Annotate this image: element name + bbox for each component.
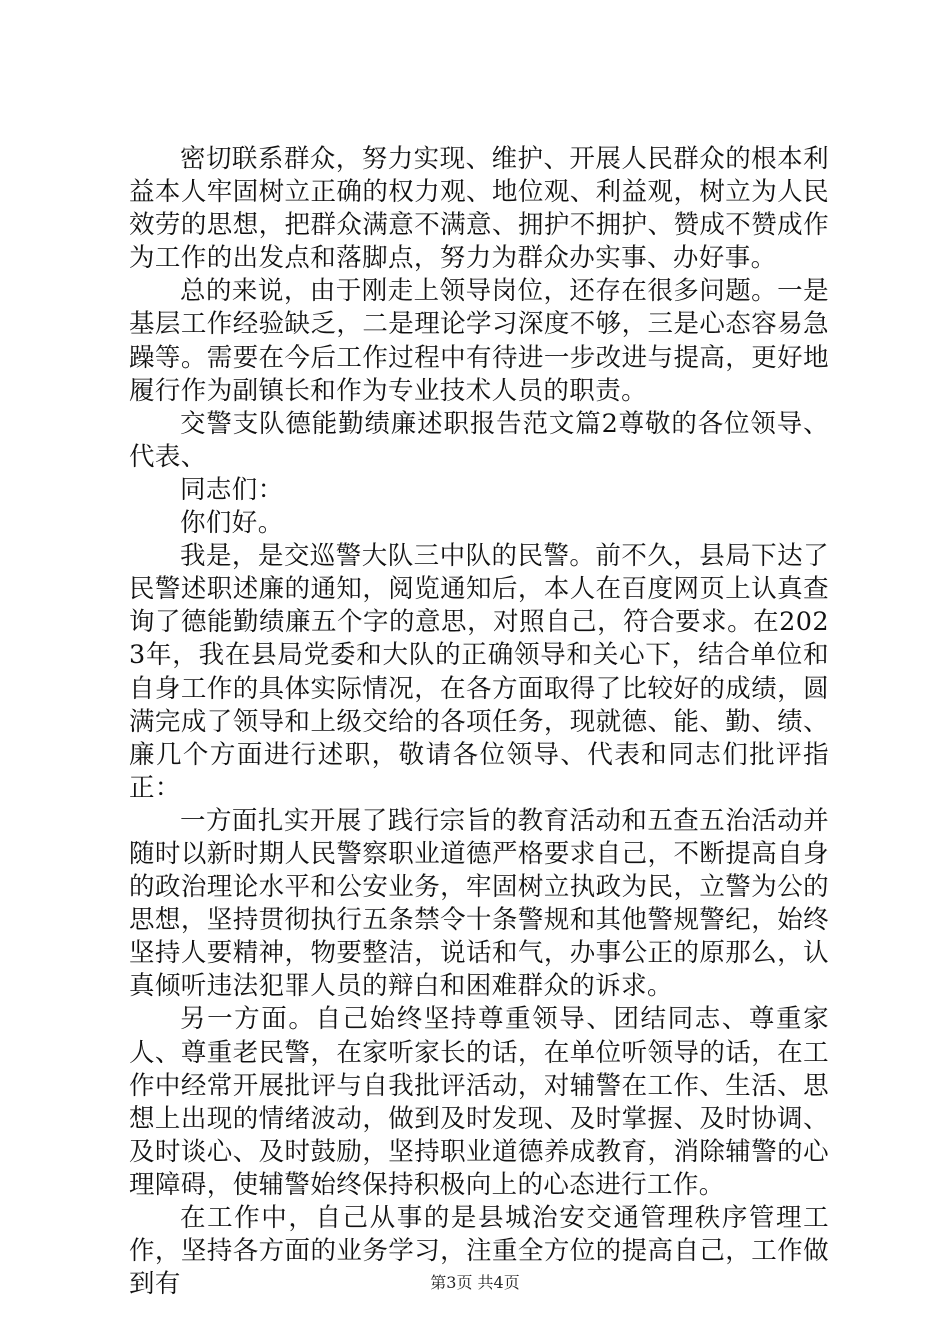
document-body	[129, 143, 829, 1301]
paragraph-8: 另一方面。自己始终坚持尊重领导、团结同志、尊重家人、尊重老民警，在家听家长的话，在单位听领导的话，在工作中经常开展批评与自我批评活动，对辅警在工作、生活、思想上出现的情绪波动，做到及时发现、及时掌握、及时协调、及时谈心、及时鼓励，坚持职业道德养成教育，消除辅警的心理障碍，使辅警始终保持积极向上的心态进行工作。	[129, 1004, 829, 1200]
paragraph-4: 同志们：	[180, 474, 284, 505]
paragraph-1: 密切联系群众，努力实现、维护、开展人民群众的根本利益本人牢固树立正确的权力观、地位观、利益观，树立为人民效劳的思想，把群众满意不满意、拥护不拥护、赞成不赞成作为工作的出发点和落脚点，努力为群众办实事、办好事。	[129, 144, 829, 274]
page-footer: 第3页 共4页	[430, 1273, 520, 1292]
paragraph-7: 一方面扎实开展了践行宗旨的教育活动和五查五治活动并随时以新时期人民警察职业道德严格要求自己，不断提高自身的政治理论水平和公安业务，牢固树立执政为民，立警为公的思想，坚持贯彻执行五条禁令十条警规和其他警规警纪，始终坚持人要精神，物要整洁，说话和气，办事公正的原那么，认真倾听违法犯罪人员的辩白和困难群众的诉求。	[129, 805, 829, 1002]
paragraph-5: 你们好。	[180, 508, 284, 539]
paragraph-3: 交警支队德能勤绩廉述职报告范文篇2尊敬的各位领导、代表、	[129, 408, 829, 472]
paragraph-6: 我是，是交巡警大队三中队的民警。前不久，县局下达了民警述职述廉的通知，阅览通知后，本人在百度网页上认真查询了德能勤绩廉五个字的意思，对照自己，符合要求。在2023年，我在县局党委和大队的正确领导和关心下，结合单位和自身工作的具体实际情况，在各方面取得了比较好的成绩，圆满完成了领导和上级交给的各项任务，现就德、能、勤、绩、廉几个方面进行述职，敬请各位领导、代表和同志们批评指正：	[129, 541, 829, 803]
paragraph-9: 在工作中，自己从事的是县城治安交通管理秩序管理工作，坚持各方面的业务学习，注重全方位的提高自己，工作做到有	[129, 1203, 829, 1300]
paragraph-2: 总的来说，由于刚走上领导岗位，还存在很多问题。一是基层工作经验缺乏，二是理论学习深度不够，三是心态容易急躁等。需要在今后工作过程中有待进一步改进与提高，更好地履行作为副镇长和作为专业技术人员的职责。	[129, 276, 829, 406]
